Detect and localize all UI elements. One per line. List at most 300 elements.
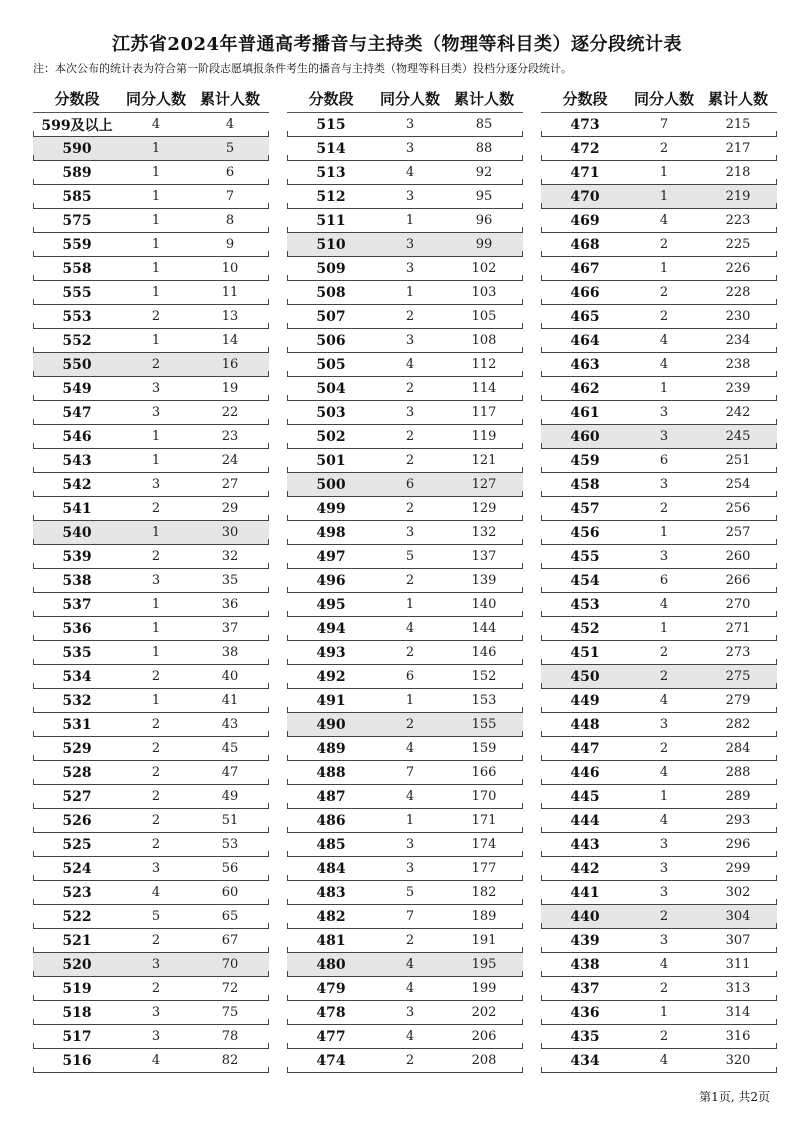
page-title: 江苏省2024年普通高考播音与主持类（物理等科目类）逐分段统计表 bbox=[111, 34, 683, 55]
score-cell: 456 bbox=[570, 524, 600, 541]
score-cell: 442 bbox=[570, 860, 600, 877]
cumulative-cell: 182 bbox=[471, 885, 497, 900]
score-cell: 482 bbox=[316, 908, 346, 925]
score-cell: 487 bbox=[316, 788, 346, 805]
score-cell: 484 bbox=[316, 860, 346, 877]
same-count-cell: 5 bbox=[151, 909, 161, 924]
score-cell: 483 bbox=[316, 884, 346, 901]
same-count-cell: 6 bbox=[659, 453, 669, 468]
score-cell: 469 bbox=[570, 212, 600, 229]
score-cell: 518 bbox=[62, 1004, 92, 1021]
same-count-cell: 2 bbox=[151, 357, 161, 372]
score-cell: 473 bbox=[570, 116, 600, 133]
cumulative-cell: 293 bbox=[725, 813, 751, 828]
table-row bbox=[287, 209, 523, 233]
same-count-cell: 1 bbox=[151, 189, 161, 204]
score-cell: 490 bbox=[316, 716, 346, 733]
table-row bbox=[33, 977, 269, 1001]
same-count-cell: 2 bbox=[151, 717, 161, 732]
cumulative-cell: 174 bbox=[471, 837, 497, 852]
table-row bbox=[33, 449, 269, 473]
same-count-cell: 3 bbox=[659, 837, 669, 852]
same-count-cell: 4 bbox=[659, 333, 669, 348]
same-count-cell: 2 bbox=[659, 645, 669, 660]
table-row bbox=[287, 1001, 523, 1025]
same-count-cell: 1 bbox=[659, 189, 669, 204]
same-count-cell: 4 bbox=[659, 813, 669, 828]
cumulative-cell: 47 bbox=[221, 765, 239, 780]
table-row bbox=[287, 713, 523, 737]
same-count-cell: 1 bbox=[151, 429, 161, 444]
table-row bbox=[541, 401, 777, 425]
table-row bbox=[33, 905, 269, 929]
cumulative-cell: 320 bbox=[725, 1053, 751, 1068]
cumulative-cell: 146 bbox=[471, 645, 497, 660]
same-count-cell: 2 bbox=[659, 909, 669, 924]
score-cell: 477 bbox=[316, 1028, 346, 1045]
cumulative-cell: 228 bbox=[725, 285, 751, 300]
cumulative-cell: 72 bbox=[221, 981, 239, 996]
table-row bbox=[33, 305, 269, 329]
cumulative-cell: 206 bbox=[471, 1029, 497, 1044]
cumulative-cell: 273 bbox=[725, 645, 751, 660]
cumulative-cell: 288 bbox=[725, 765, 751, 780]
cumulative-cell: 155 bbox=[471, 717, 497, 732]
table-row bbox=[287, 425, 523, 449]
cumulative-cell: 96 bbox=[475, 213, 493, 228]
same-count-cell: 3 bbox=[405, 189, 415, 204]
cumulative-cell: 307 bbox=[725, 933, 751, 948]
table-row bbox=[33, 617, 269, 641]
same-count-cell: 3 bbox=[659, 861, 669, 876]
same-count-cell: 2 bbox=[151, 789, 161, 804]
score-cell: 488 bbox=[316, 764, 346, 781]
score-cell: 516 bbox=[62, 1052, 92, 1069]
same-count-cell: 2 bbox=[151, 981, 161, 996]
score-cell: 541 bbox=[62, 500, 92, 517]
cumulative-cell: 275 bbox=[725, 669, 751, 684]
table-header bbox=[33, 84, 269, 113]
cumulative-cell: 105 bbox=[471, 309, 497, 324]
table-row bbox=[33, 713, 269, 737]
table-note: 注：本次公布的统计表为符合第一阶段志愿填报条件考生的播音与主持类（物理等科目类）投档分逐分段统计。 bbox=[33, 62, 572, 75]
same-count-cell: 1 bbox=[151, 693, 161, 708]
table-row bbox=[541, 257, 777, 281]
cumulative-cell: 65 bbox=[221, 909, 239, 924]
table-row bbox=[33, 497, 269, 521]
same-count-cell: 2 bbox=[405, 429, 415, 444]
cumulative-cell: 30 bbox=[221, 525, 239, 540]
table-row bbox=[287, 641, 523, 665]
cumulative-cell: 37 bbox=[221, 621, 239, 636]
table-row bbox=[287, 257, 523, 281]
table-row bbox=[287, 233, 523, 257]
same-count-cell: 3 bbox=[151, 1005, 161, 1020]
score-cell: 519 bbox=[62, 980, 92, 997]
score-cell: 511 bbox=[316, 212, 346, 229]
score-cell: 553 bbox=[62, 308, 92, 325]
score-cell: 470 bbox=[570, 188, 600, 205]
table-row bbox=[287, 569, 523, 593]
cumulative-cell: 6 bbox=[225, 165, 235, 180]
same-count-cell: 2 bbox=[659, 237, 669, 252]
table-row bbox=[287, 161, 523, 185]
table-row bbox=[541, 425, 777, 449]
table-row bbox=[33, 113, 269, 137]
same-count-cell: 1 bbox=[405, 597, 415, 612]
same-count-cell: 2 bbox=[151, 309, 161, 324]
table-row bbox=[33, 833, 269, 857]
cumulative-cell: 70 bbox=[221, 957, 239, 972]
score-cell: 590 bbox=[62, 140, 92, 157]
score-cell: 502 bbox=[316, 428, 346, 445]
same-count-cell: 3 bbox=[659, 933, 669, 948]
score-cell: 510 bbox=[316, 236, 346, 253]
cumulative-cell: 53 bbox=[221, 837, 239, 852]
same-count-cell: 2 bbox=[659, 309, 669, 324]
table-row bbox=[33, 185, 269, 209]
cumulative-cell: 114 bbox=[471, 381, 497, 396]
same-count-cell: 6 bbox=[405, 477, 415, 492]
table-row bbox=[287, 521, 523, 545]
same-count-cell: 1 bbox=[151, 453, 161, 468]
score-cell: 538 bbox=[62, 572, 92, 589]
same-count-cell: 3 bbox=[151, 957, 161, 972]
table-row bbox=[541, 689, 777, 713]
score-cell: 559 bbox=[62, 236, 92, 253]
same-count-cell: 1 bbox=[151, 237, 161, 252]
table-row bbox=[541, 353, 777, 377]
table-row bbox=[541, 785, 777, 809]
score-cell: 575 bbox=[62, 212, 92, 229]
table-row bbox=[541, 449, 777, 473]
score-cell: 448 bbox=[570, 716, 600, 733]
table-row bbox=[541, 233, 777, 257]
same-count-cell: 2 bbox=[659, 1029, 669, 1044]
table-row bbox=[33, 929, 269, 953]
table-row bbox=[33, 593, 269, 617]
same-count-cell: 3 bbox=[659, 717, 669, 732]
score-cell: 443 bbox=[570, 836, 600, 853]
table-row bbox=[33, 881, 269, 905]
table-row bbox=[33, 545, 269, 569]
same-count-cell: 1 bbox=[659, 789, 669, 804]
same-count-cell: 3 bbox=[659, 549, 669, 564]
cumulative-cell: 304 bbox=[725, 909, 751, 924]
cumulative-cell: 119 bbox=[471, 429, 497, 444]
table-row bbox=[33, 785, 269, 809]
table-row bbox=[33, 425, 269, 449]
cumulative-cell: 256 bbox=[725, 501, 751, 516]
same-count-cell: 3 bbox=[659, 885, 669, 900]
score-cell: 460 bbox=[570, 428, 600, 445]
score-cell: 464 bbox=[570, 332, 600, 349]
score-cell: 447 bbox=[570, 740, 600, 757]
same-count-cell: 4 bbox=[659, 765, 669, 780]
table-row bbox=[541, 113, 777, 137]
cumulative-cell: 7 bbox=[225, 189, 235, 204]
score-cell: 558 bbox=[62, 260, 92, 277]
same-count-cell: 4 bbox=[659, 693, 669, 708]
table-row bbox=[33, 161, 269, 185]
score-cell: 514 bbox=[316, 140, 346, 157]
cumulative-cell: 49 bbox=[221, 789, 239, 804]
table-row bbox=[541, 1001, 777, 1025]
table-row bbox=[33, 1001, 269, 1025]
score-cell: 520 bbox=[62, 956, 92, 973]
table-row bbox=[287, 689, 523, 713]
score-cell: 523 bbox=[62, 884, 92, 901]
same-count-cell: 3 bbox=[405, 837, 415, 852]
same-count-cell: 2 bbox=[405, 573, 415, 588]
cumulative-cell: 299 bbox=[725, 861, 751, 876]
header-same-count: 同分人数 bbox=[633, 89, 694, 108]
same-count-cell: 1 bbox=[659, 381, 669, 396]
same-count-cell: 4 bbox=[659, 1053, 669, 1068]
score-cell: 461 bbox=[570, 404, 600, 421]
table-row bbox=[287, 881, 523, 905]
table-row bbox=[541, 713, 777, 737]
score-cell: 441 bbox=[570, 884, 600, 901]
table-row bbox=[287, 905, 523, 929]
cumulative-cell: 311 bbox=[725, 957, 751, 972]
table-row bbox=[33, 809, 269, 833]
cumulative-cell: 234 bbox=[725, 333, 751, 348]
same-count-cell: 3 bbox=[659, 405, 669, 420]
same-count-cell: 2 bbox=[659, 669, 669, 684]
cumulative-cell: 219 bbox=[725, 189, 751, 204]
cumulative-cell: 271 bbox=[725, 621, 751, 636]
score-cell: 457 bbox=[570, 500, 600, 517]
table-row bbox=[541, 473, 777, 497]
cumulative-cell: 36 bbox=[221, 597, 239, 612]
table-row bbox=[287, 761, 523, 785]
same-count-cell: 3 bbox=[151, 381, 161, 396]
same-count-cell: 3 bbox=[151, 405, 161, 420]
table-row bbox=[287, 665, 523, 689]
score-cell: 521 bbox=[62, 932, 92, 949]
score-cell: 471 bbox=[570, 164, 600, 181]
score-cell: 445 bbox=[570, 788, 600, 805]
table-header bbox=[287, 84, 523, 113]
same-count-cell: 4 bbox=[151, 117, 161, 132]
table-row bbox=[287, 473, 523, 497]
same-count-cell: 1 bbox=[151, 285, 161, 300]
same-count-cell: 6 bbox=[405, 669, 415, 684]
page-number: 第1页, 共2页 bbox=[699, 1090, 770, 1104]
cumulative-cell: 41 bbox=[221, 693, 239, 708]
same-count-cell: 3 bbox=[659, 477, 669, 492]
same-count-cell: 3 bbox=[405, 117, 415, 132]
score-cell: 535 bbox=[62, 644, 92, 661]
table-row bbox=[33, 761, 269, 785]
same-count-cell: 1 bbox=[151, 525, 161, 540]
table-header bbox=[541, 84, 777, 113]
table-row bbox=[541, 641, 777, 665]
same-count-cell: 4 bbox=[659, 957, 669, 972]
score-cell: 474 bbox=[316, 1052, 346, 1069]
same-count-cell: 4 bbox=[405, 1029, 415, 1044]
same-count-cell: 1 bbox=[659, 621, 669, 636]
same-count-cell: 2 bbox=[405, 381, 415, 396]
score-cell: 446 bbox=[570, 764, 600, 781]
cumulative-cell: 217 bbox=[725, 141, 751, 156]
table-row bbox=[287, 1049, 523, 1073]
table-row bbox=[541, 521, 777, 545]
same-count-cell: 1 bbox=[659, 525, 669, 540]
score-cell: 497 bbox=[316, 548, 346, 565]
score-cell: 531 bbox=[62, 716, 92, 733]
same-count-cell: 3 bbox=[405, 261, 415, 276]
cumulative-cell: 38 bbox=[221, 645, 239, 660]
score-cell: 462 bbox=[570, 380, 600, 397]
score-cell: 494 bbox=[316, 620, 346, 637]
table-row bbox=[541, 185, 777, 209]
cumulative-cell: 13 bbox=[221, 309, 239, 324]
cumulative-cell: 45 bbox=[221, 741, 239, 756]
table-row bbox=[287, 785, 523, 809]
header-cumulative: 累计人数 bbox=[453, 89, 514, 108]
table-row bbox=[287, 1025, 523, 1049]
score-cell: 467 bbox=[570, 260, 600, 277]
table-column-2 bbox=[287, 84, 523, 1073]
score-cell: 450 bbox=[570, 668, 600, 685]
table-row bbox=[33, 521, 269, 545]
table-row bbox=[541, 737, 777, 761]
cumulative-cell: 139 bbox=[471, 573, 497, 588]
table-row bbox=[541, 569, 777, 593]
score-cell: 508 bbox=[316, 284, 346, 301]
score-cell: 501 bbox=[316, 452, 346, 469]
same-count-cell: 5 bbox=[405, 549, 415, 564]
header-same-count: 同分人数 bbox=[379, 89, 440, 108]
cumulative-cell: 11 bbox=[221, 285, 239, 300]
table-row bbox=[33, 737, 269, 761]
cumulative-cell: 22 bbox=[221, 405, 239, 420]
table-row bbox=[287, 737, 523, 761]
table-row bbox=[541, 1049, 777, 1073]
same-count-cell: 2 bbox=[151, 741, 161, 756]
table-row bbox=[33, 353, 269, 377]
score-cell: 478 bbox=[316, 1004, 346, 1021]
cumulative-cell: 144 bbox=[471, 621, 497, 636]
same-count-cell: 1 bbox=[151, 165, 161, 180]
same-count-cell: 4 bbox=[405, 165, 415, 180]
same-count-cell: 1 bbox=[151, 333, 161, 348]
score-cell: 459 bbox=[570, 452, 600, 469]
same-count-cell: 1 bbox=[151, 597, 161, 612]
table-row bbox=[541, 377, 777, 401]
same-count-cell: 3 bbox=[405, 237, 415, 252]
same-count-cell: 3 bbox=[405, 525, 415, 540]
table-row bbox=[541, 881, 777, 905]
score-cell: 458 bbox=[570, 476, 600, 493]
cumulative-cell: 10 bbox=[221, 261, 239, 276]
table-row bbox=[287, 809, 523, 833]
table-row bbox=[541, 857, 777, 881]
same-count-cell: 4 bbox=[405, 741, 415, 756]
score-cell: 549 bbox=[62, 380, 92, 397]
score-cell: 466 bbox=[570, 284, 600, 301]
score-cell: 513 bbox=[316, 164, 346, 181]
same-count-cell: 3 bbox=[151, 477, 161, 492]
score-cell: 438 bbox=[570, 956, 600, 973]
cumulative-cell: 245 bbox=[725, 429, 751, 444]
score-cell: 507 bbox=[316, 308, 346, 325]
same-count-cell: 2 bbox=[659, 285, 669, 300]
score-cell: 539 bbox=[62, 548, 92, 565]
table-row bbox=[33, 281, 269, 305]
same-count-cell: 2 bbox=[151, 765, 161, 780]
cumulative-cell: 19 bbox=[221, 381, 239, 396]
table-row bbox=[33, 401, 269, 425]
table-row bbox=[287, 185, 523, 209]
table-row bbox=[541, 161, 777, 185]
cumulative-cell: 4 bbox=[225, 117, 235, 132]
cumulative-cell: 103 bbox=[471, 285, 497, 300]
cumulative-cell: 296 bbox=[725, 837, 751, 852]
cumulative-cell: 88 bbox=[475, 141, 493, 156]
same-count-cell: 4 bbox=[405, 957, 415, 972]
cumulative-cell: 279 bbox=[725, 693, 751, 708]
cumulative-cell: 199 bbox=[471, 981, 497, 996]
same-count-cell: 2 bbox=[151, 813, 161, 828]
same-count-cell: 1 bbox=[659, 165, 669, 180]
same-count-cell: 4 bbox=[659, 213, 669, 228]
table-row bbox=[541, 833, 777, 857]
same-count-cell: 7 bbox=[405, 909, 415, 924]
score-cell: 503 bbox=[316, 404, 346, 421]
same-count-cell: 5 bbox=[405, 885, 415, 900]
table-row bbox=[287, 977, 523, 1001]
same-count-cell: 3 bbox=[659, 429, 669, 444]
same-count-cell: 3 bbox=[405, 1005, 415, 1020]
same-count-cell: 1 bbox=[405, 285, 415, 300]
score-cell: 455 bbox=[570, 548, 600, 565]
score-cell: 453 bbox=[570, 596, 600, 613]
cumulative-cell: 171 bbox=[471, 813, 497, 828]
table-row bbox=[33, 1049, 269, 1073]
cumulative-cell: 129 bbox=[471, 501, 497, 516]
score-cell: 528 bbox=[62, 764, 92, 781]
table-row bbox=[541, 665, 777, 689]
cumulative-cell: 5 bbox=[225, 141, 235, 156]
same-count-cell: 2 bbox=[659, 981, 669, 996]
same-count-cell: 1 bbox=[151, 645, 161, 660]
table-row bbox=[287, 593, 523, 617]
same-count-cell: 1 bbox=[405, 213, 415, 228]
table-row bbox=[33, 665, 269, 689]
table-row bbox=[287, 113, 523, 137]
cumulative-cell: 313 bbox=[725, 981, 751, 996]
score-cell: 585 bbox=[62, 188, 92, 205]
score-cell: 555 bbox=[62, 284, 92, 301]
score-cell: 436 bbox=[570, 1004, 600, 1021]
cumulative-cell: 23 bbox=[221, 429, 239, 444]
table-row bbox=[33, 953, 269, 977]
score-cell: 486 bbox=[316, 812, 346, 829]
score-cell: 509 bbox=[316, 260, 346, 277]
table-row bbox=[287, 857, 523, 881]
cumulative-cell: 282 bbox=[725, 717, 751, 732]
score-cell: 546 bbox=[62, 428, 92, 445]
same-count-cell: 3 bbox=[405, 333, 415, 348]
cumulative-cell: 189 bbox=[471, 909, 497, 924]
cumulative-cell: 238 bbox=[725, 357, 751, 372]
cumulative-cell: 284 bbox=[725, 741, 751, 756]
same-count-cell: 4 bbox=[659, 357, 669, 372]
score-cell: 472 bbox=[570, 140, 600, 157]
